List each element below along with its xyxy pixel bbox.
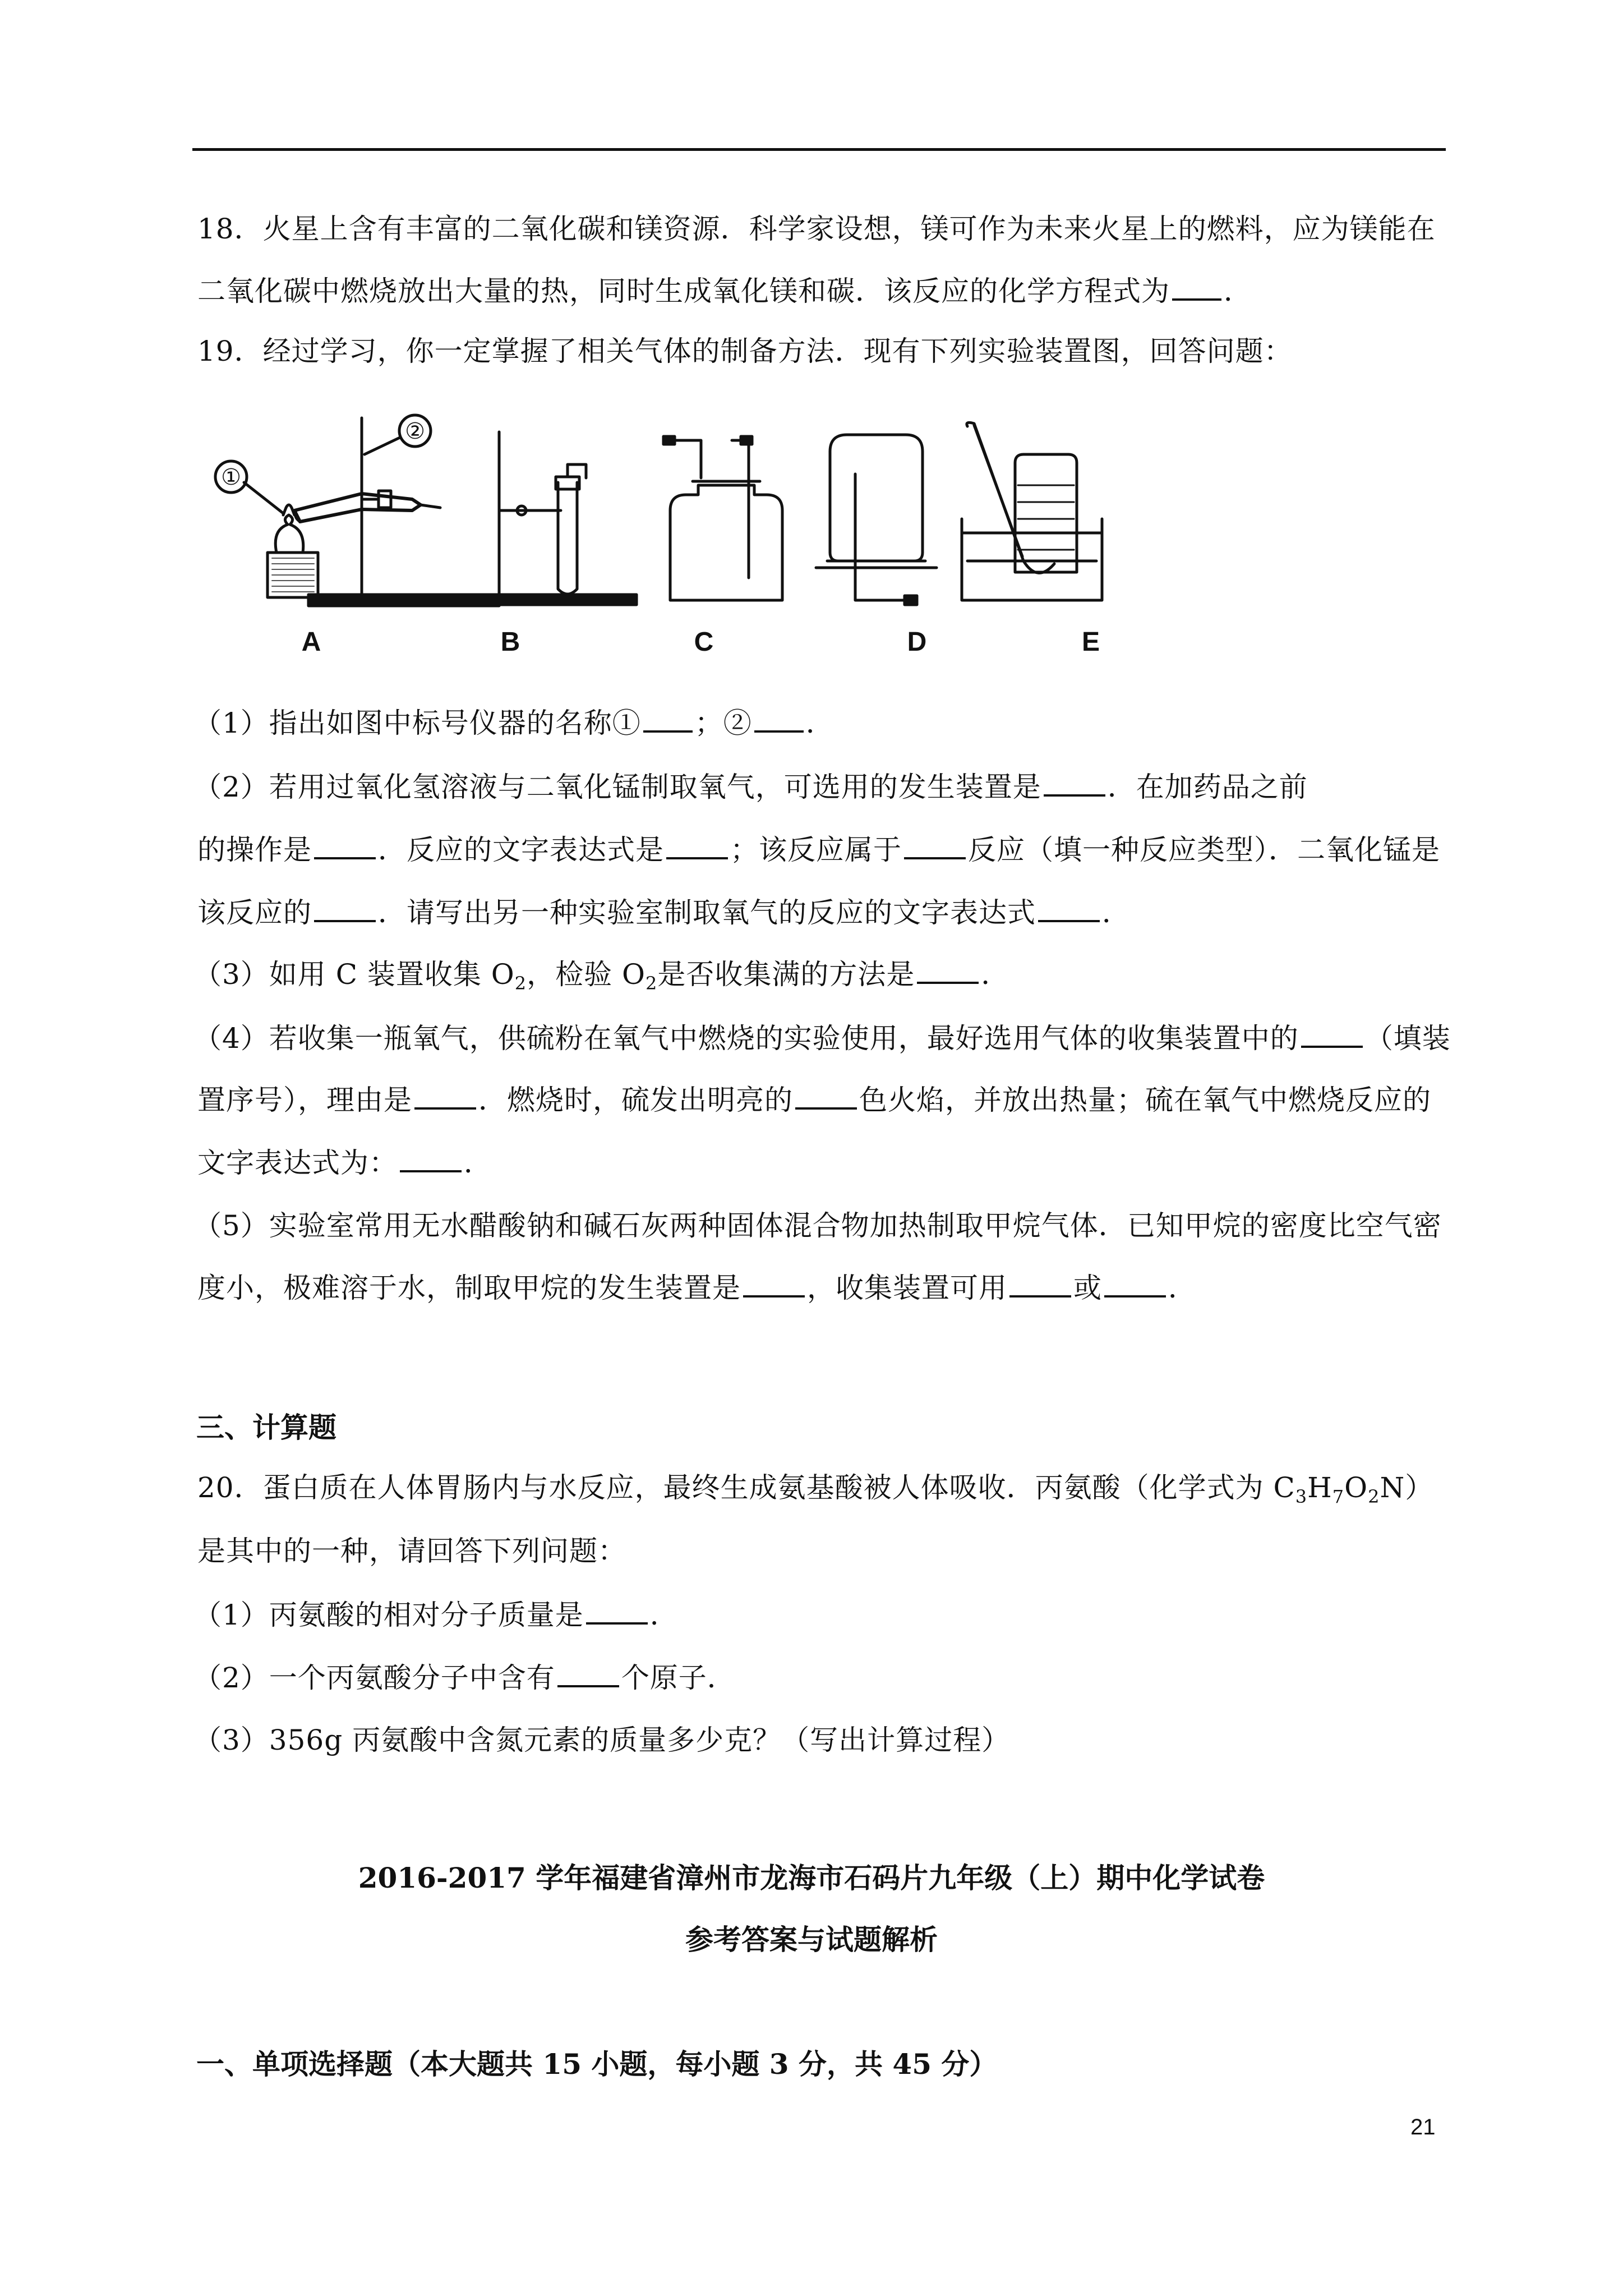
q20-part3: （3）356g 丙氨酸中含氮元素的质量多少克？（写出计算过程） [193,1724,1011,1756]
answer-blank[interactable] [557,1660,619,1687]
answer-blank[interactable] [917,957,979,984]
marker-1-label: ① [221,464,241,490]
q20-line1: 20．蛋白质在人体胃肠内与水反应，最终生成氨基酸被人体吸收．丙氨酸（化学式为 $C_3H_7O_2N$） [197,1471,1434,1507]
marker-2-label: ② [405,418,425,444]
q19-part5-line2: 度小，极难溶于水，制取甲烷的发生装置是 ，收集装置可用 或 ． [197,1272,1197,1304]
q19-part4-line1: （4）若收集一瓶氧气，供硫粉在氧气中燃烧的实验使用，最好选用气体的收集装置中的 （填装 [193,1022,1451,1055]
answer-blank[interactable] [743,1271,805,1297]
figure-label-d: D [907,627,927,657]
answer-blank[interactable] [586,1598,648,1625]
q20-line2: 是其中的一种，请回答下列问题： [197,1535,626,1567]
answer-blank[interactable] [666,832,728,859]
apparatus-e [962,422,1102,600]
q19-part2-line1: （2）若用过氧化氢溶液与二氧化锰制取氧气，可选用的发生装置是 ．在加药品之前 [193,771,1308,803]
answer-blank[interactable] [1172,274,1221,301]
answer-blank[interactable] [1301,1021,1363,1048]
header-rule [192,148,1446,151]
section-3-heading: 三、计算题 [196,1411,336,1444]
apparatus-c [663,436,782,600]
q18-line2: 二氧化碳中燃烧放出大量的热，同时生成氧化镁和碳．该反应的化学方程式为 ． [197,275,1252,307]
answer-blank[interactable] [1038,895,1100,922]
lab-apparatus-figure [193,409,1231,690]
q19-part2-line2: 的操作是 ．反应的文字表达式是 ；该反应属于 反应（填一种反应类型）．二氧化锰是 [197,834,1440,866]
answer-blank[interactable] [1009,1271,1071,1297]
apparatus-d [816,435,937,605]
answer-blank[interactable] [1104,1271,1166,1297]
answer-blank[interactable] [414,1083,476,1110]
answer-blank[interactable] [904,832,966,859]
figure-label-b: B [500,627,520,657]
q20-part1: （1）丙氨酸的相对分子质量是 ． [193,1599,679,1631]
q19-intro: 19．经过学习，你一定掌握了相关气体的制备方法．现有下列实验装置图，回答问题： [197,335,1293,367]
q19-part4-line3: 文字表达式为： ． [197,1147,492,1179]
answer-key-title: 2016-2017 学年福建省漳州市龙海市石码片九年级（上）期中化学试卷 [358,1861,1265,1894]
answer-blank[interactable] [643,706,693,733]
answer-blank[interactable] [400,1145,462,1172]
answer-blank[interactable] [754,706,804,733]
q18-line1: 18．火星上含有丰富的二氧化碳和镁资源．科学家设想，镁可作为未来火星上的燃料，应为镁能在 [197,213,1436,245]
figure-label-e: E [1081,627,1100,657]
answer-blank[interactable] [1044,770,1105,797]
figure-label-a: A [301,627,321,657]
q19-part4-line2: 置序号），理由是 ．燃烧时，硫发出明亮的 色火焰，并放出热量；硫在氧气中燃烧反应的 [197,1084,1431,1116]
q20-part2: （2）一个丙氨酸分子中含有 个原子． [193,1662,736,1694]
q19-part3: （3）如用 C 装置收集 $O_2$，检验 $O_2$是否收集满的方法是 ． [193,958,1010,994]
q19-part5-line1: （5）实验室常用无水醋酸钠和碱石灰两种固体混合物加热制取甲烷气体．已知甲烷的密度比空气密 [193,1209,1442,1242]
answer-blank[interactable] [795,1083,857,1110]
q19-part2-line3: 该反应的 ．请写出另一种实验室制取氧气的反应的文字表达式 ． [197,896,1131,929]
answer-key-subtitle: 参考答案与试题解析 [685,1923,938,1956]
figure-label-c: C [694,627,714,657]
apparatus-b [485,432,637,605]
q19-part1: （1）指出如图中标号仪器的名称① ；② ． [193,707,834,739]
apparatus-a [215,415,499,606]
page-number: 21 [1410,2115,1436,2139]
section-1-heading: 一、单项选择题（本大题共 15 小题，每小题 3 分，共 45 分） [196,2047,998,2081]
answer-blank[interactable] [314,832,376,859]
answer-blank[interactable] [314,895,376,922]
